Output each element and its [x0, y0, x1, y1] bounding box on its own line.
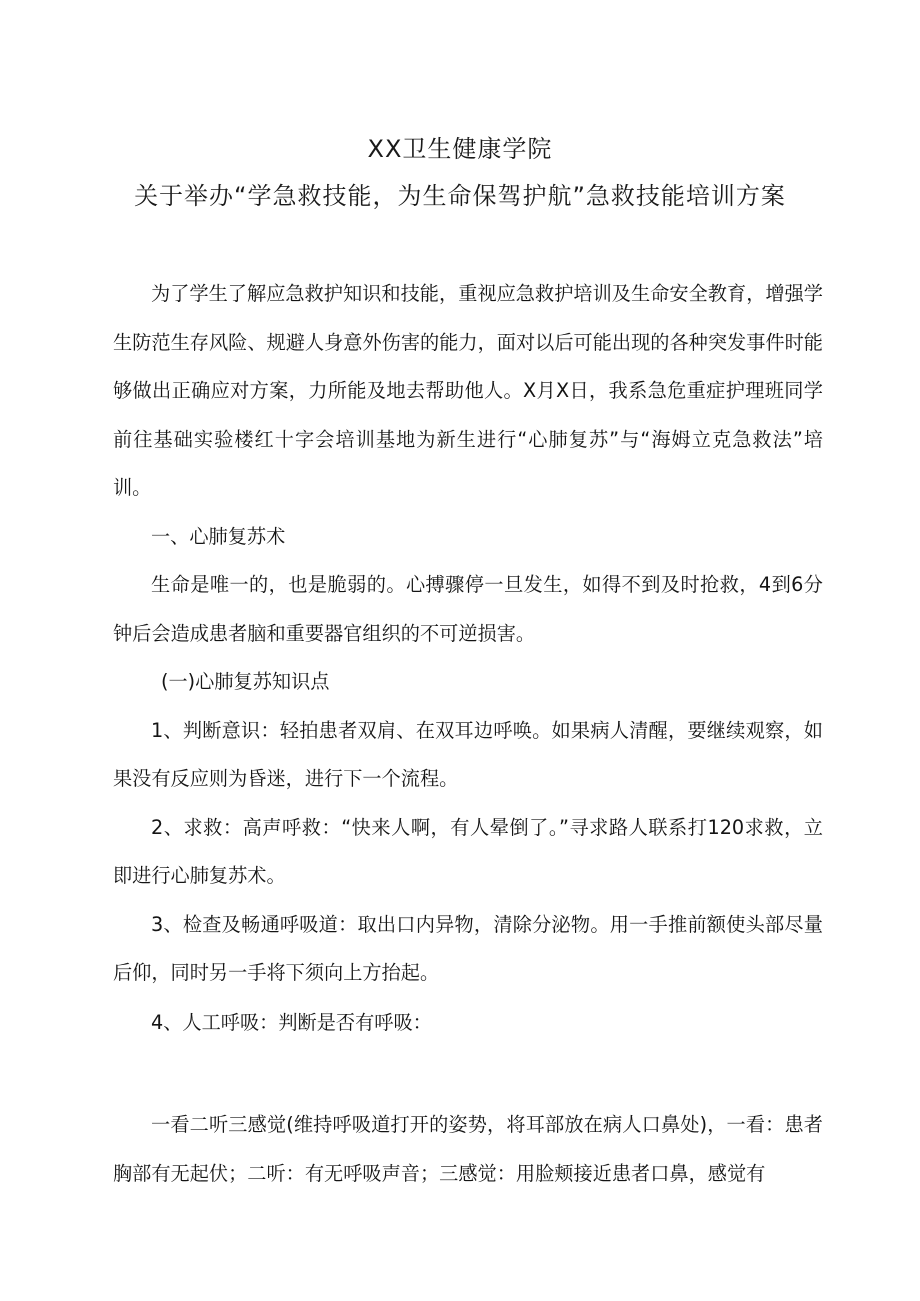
- subsection1-heading: (一)心肺复苏知识点: [161, 670, 330, 693]
- list-item-2: 2、求救：高声呼救：“快来人啊，有人晕倒了。”寻求路人联系打120求救，立即进行心肺复苏术。: [113, 815, 823, 887]
- list-item-3: 3、检查及畅通呼吸道：取出口内异物，清除分泌物。用一手推前额使头部尽量后仰，同时另一手将下须向上方抬起。: [113, 912, 823, 984]
- list-item-4: 4、人工呼吸：判断是否有呼吸：: [151, 1011, 432, 1034]
- document-title-line2: 关于举办“学急救技能，为生命保驾护航”急救技能培训方案: [134, 182, 786, 210]
- body-text-lower: [113, 999, 823, 1048]
- list-item-4-detail: 一看二听三感觉(维持呼吸道打开的姿势，将耳部放在病人口鼻处)，一看：患者胸部有无起伏；二听：有无呼吸声音；三感觉：用脸颊接近患者口鼻，感觉有: [113, 1113, 823, 1185]
- section1-heading: 一、心肺复苏术: [151, 524, 286, 548]
- intro-paragraph: 为了学生了解应急救护知识和技能，重视应急救护培训及生命安全教育，增强学生防范生存风险、规避人身意外伤害的能力，面对以后可能出现的各种突发事件时能够做出正确应对方案，力所能及地去帮助他人。X月X日，我系急危重症护理班同学前往基础实验楼红十字会培训基地为新生进行“心肺复苏”与“海姆立克急救法”培训。: [113, 282, 823, 499]
- document-title-line1: XX卫生健康学院: [367, 135, 553, 163]
- section1-paragraph: 生命是唯一的，也是脆弱的。心搏骤停一旦发生，如得不到及时抢救，4到6分钟后会造成患者脑和重要器官组织的不可逆损害。: [113, 573, 823, 645]
- body-text-bottom: [113, 1101, 823, 1198]
- body-text: [113, 270, 823, 998]
- list-item-1: 1、判断意识：轻拍患者双肩、在双耳边呼唤。如果病人清醒，要继续观察，如果没有反应则为昏迷，进行下一个流程。: [113, 718, 823, 790]
